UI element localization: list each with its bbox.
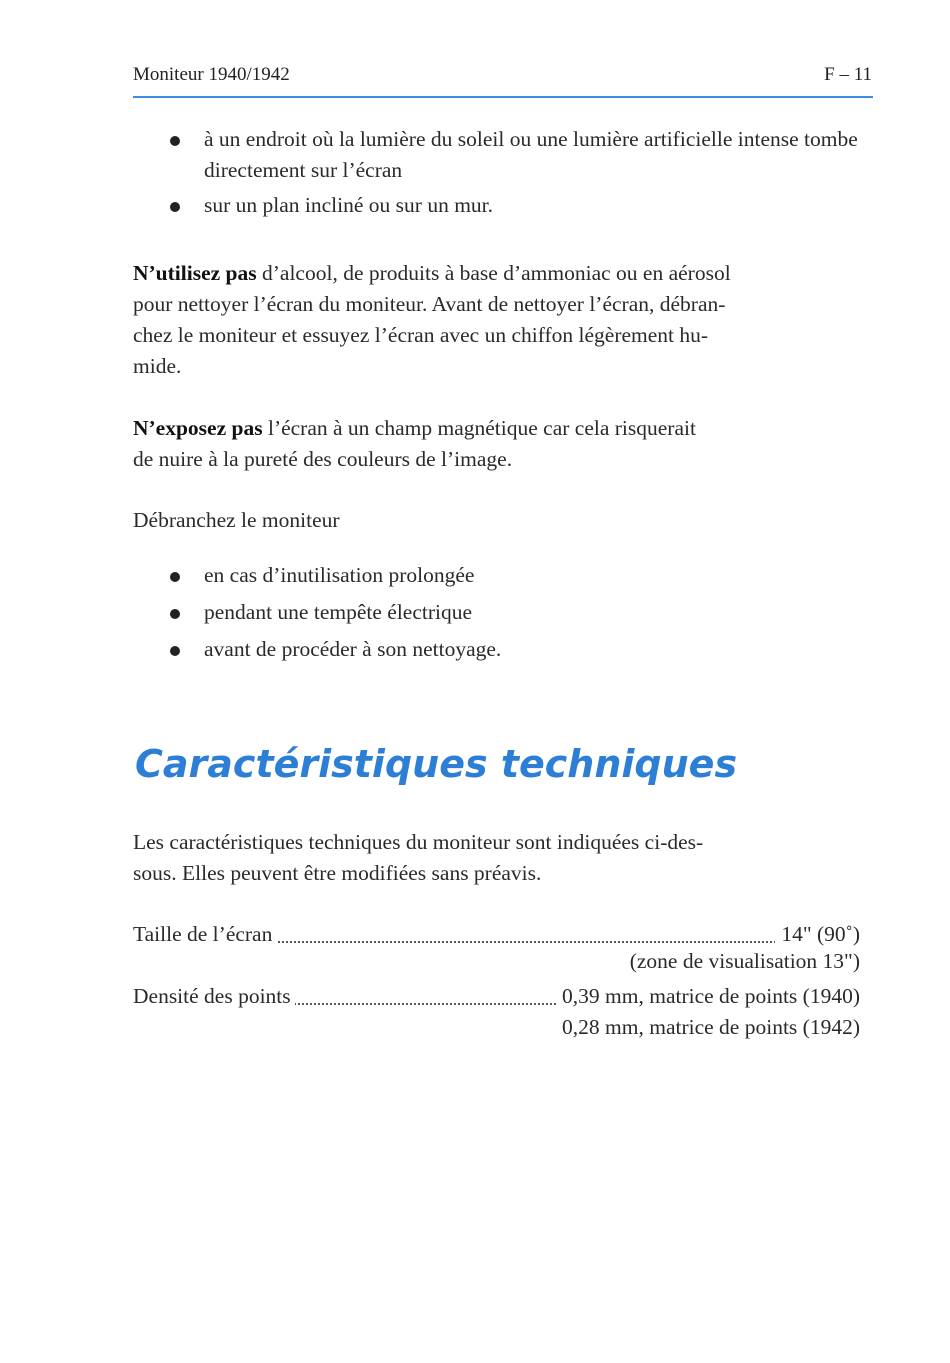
list-item: sur un plan incliné ou sur un mur. (170, 190, 880, 221)
unplug-paragraph: Débranchez le moniteur (133, 508, 340, 532)
page-header (133, 64, 872, 90)
bullet-icon (170, 202, 180, 212)
header-divider (133, 96, 873, 98)
magnetic-paragraph: N’exposez pas l’écran à un champ magnétique car cela risquerait de nuire à la pureté des couleurs de l’image. (133, 416, 696, 471)
bullet-icon (170, 609, 180, 619)
specs-intro: Les caractéristiques techniques du moniteur sont indiquées ci-des- sous. Elles peuvent être modifiées sans préavis. (133, 830, 704, 885)
emphasis: N’exposez pas (133, 416, 263, 440)
list-item: avant de procéder à son nettoyage. (170, 634, 880, 665)
list-item: en cas d’inutilisation prolongée (170, 560, 880, 591)
spec-value: 0,39 mm, matrice de points (1940) (556, 981, 860, 1012)
spec-row-dot-pitch (133, 981, 860, 1012)
emphasis: N’utilisez pas (133, 261, 257, 285)
list-item: à un endroit où la lumière du soleil ou une lumière artificielle intense tombe directement sur l’écran (170, 124, 880, 186)
spec-value: 14" (90˚) (775, 919, 860, 950)
bullet-list-top (170, 124, 880, 227)
bullet-icon (170, 572, 180, 582)
spec-label: Densité des points (133, 981, 295, 1012)
bullet-icon (170, 136, 180, 146)
list-item: pendant une tempête électrique (170, 597, 880, 628)
spec-subvalue: 0,28 mm, matrice de points (1942) (562, 1015, 860, 1039)
bullet-icon (170, 646, 180, 656)
spec-label: Taille de l’écran (133, 919, 276, 950)
bullet-list-unplug (170, 560, 880, 671)
header-title: Moniteur 1940/1942 (133, 64, 290, 85)
page-number: F – 11 (824, 64, 872, 85)
cleaning-paragraph: N’utilisez pas d’alcool, de produits à base d’ammoniac ou en aérosol pour nettoyer l’écran du moniteur. Avant de nettoyer l’écran, débran- chez le moniteur et essuyez l’écran avec un chiffon légèrement hu- mide. (133, 261, 731, 378)
spec-subvalue: (zone de visualisation 13") (629, 949, 860, 973)
section-title: Caractéristiques techniques (135, 742, 738, 786)
